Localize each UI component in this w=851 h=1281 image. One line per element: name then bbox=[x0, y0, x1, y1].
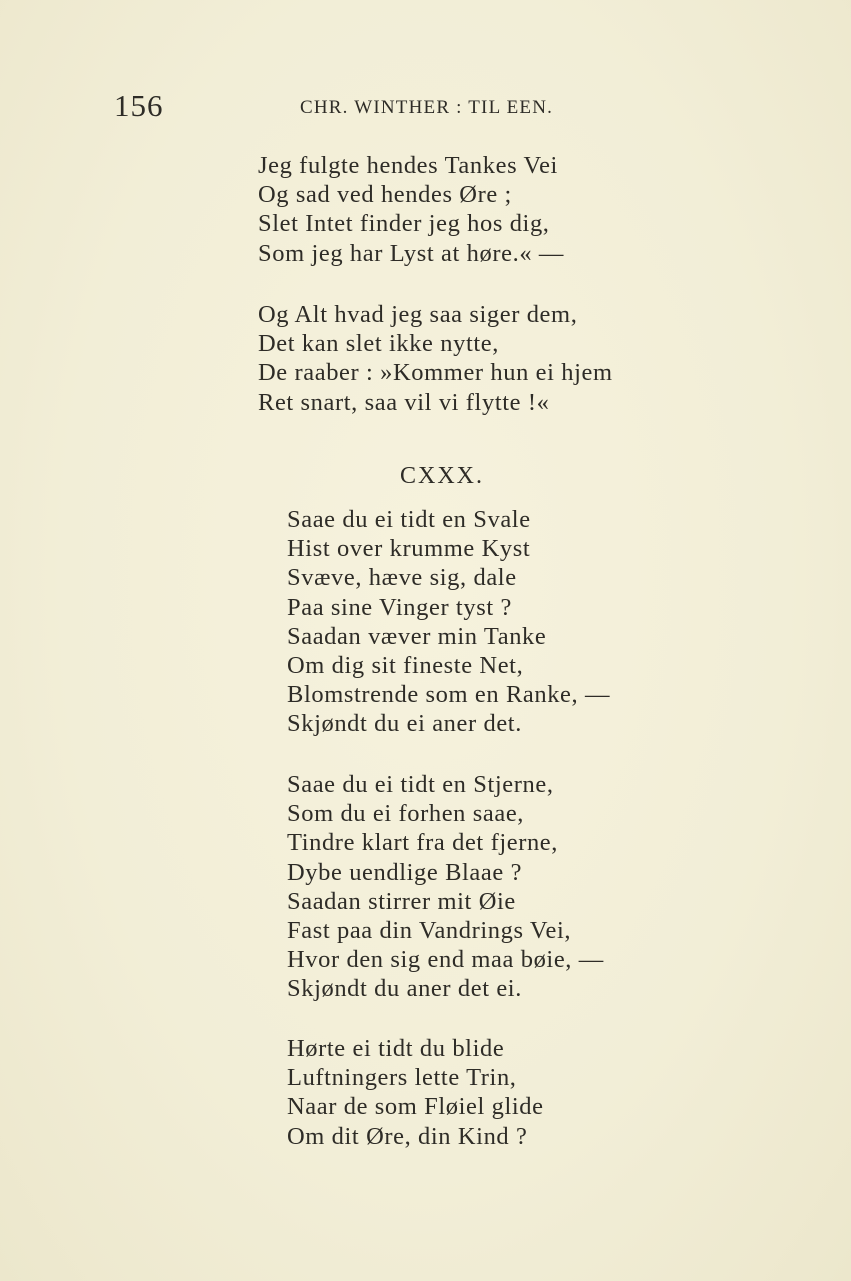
page-number: 156 bbox=[114, 88, 164, 123]
verse-line: De raaber : »Kommer hun ei hjem bbox=[258, 359, 613, 387]
verse-line: Hvor den sig end maa bøie, — bbox=[287, 946, 604, 974]
verse-line: Svæve, hæve sig, dale bbox=[287, 564, 517, 592]
verse-line: Saadan stirrer mit Øie bbox=[287, 887, 516, 915]
verse-line: Som jeg har Lyst at høre.« — bbox=[258, 239, 564, 267]
verse-line: Ret snart, saa vil vi flytte !« bbox=[258, 388, 550, 416]
verse-line: Og sad ved hendes Øre ; bbox=[258, 181, 512, 209]
verse-line: Blomstrende som en Ranke, — bbox=[287, 681, 611, 709]
poem-stanza bbox=[287, 1034, 544, 1151]
verse-line: Om dit Øre, din Kind ? bbox=[287, 1122, 528, 1150]
section-title: CXXX. bbox=[400, 463, 485, 489]
verse-line: Hørte ei tidt du blide bbox=[287, 1035, 505, 1062]
poem-stanza bbox=[287, 505, 610, 739]
poem-stanza bbox=[287, 770, 604, 1004]
poem-stanza bbox=[258, 300, 613, 417]
verse-line: Skjøndt du aner det ei. bbox=[287, 975, 522, 1003]
verse-line: Saae du ei tidt en Svale bbox=[287, 506, 531, 533]
verse-line: Skjøndt du ei aner det. bbox=[287, 710, 522, 738]
verse-line: Hist over krumme Kyst bbox=[287, 535, 531, 563]
verse-line: Tindre klart fra det fjerne, bbox=[287, 829, 559, 857]
poem-stanza bbox=[258, 151, 564, 268]
verse-line: Naar de som Fløiel glide bbox=[287, 1093, 544, 1121]
verse-line: Dybe uendlige Blaae ? bbox=[287, 858, 523, 886]
running-title: CHR. WINTHER : TIL EEN. bbox=[300, 97, 554, 118]
verse-line: Luftningers lette Trin, bbox=[287, 1064, 517, 1092]
verse-line: Paa sine Vinger tyst ? bbox=[287, 593, 512, 621]
verse-line: Fast paa din Vandrings Vei, bbox=[287, 916, 572, 944]
verse-line: Det kan slet ikke nytte, bbox=[258, 330, 499, 358]
verse-line: Og Alt hvad jeg saa siger dem, bbox=[258, 301, 578, 328]
verse-line: Saae du ei tidt en Stjerne, bbox=[287, 771, 554, 798]
verse-line: Jeg fulgte hendes Tankes Vei bbox=[258, 152, 558, 179]
verse-line: Saadan væver min Tanke bbox=[287, 622, 547, 650]
verse-line: Slet Intet finder jeg hos dig, bbox=[258, 210, 550, 238]
verse-line: Om dig sit fineste Net, bbox=[287, 651, 524, 679]
verse-line: Som du ei forhen saae, bbox=[287, 800, 525, 828]
